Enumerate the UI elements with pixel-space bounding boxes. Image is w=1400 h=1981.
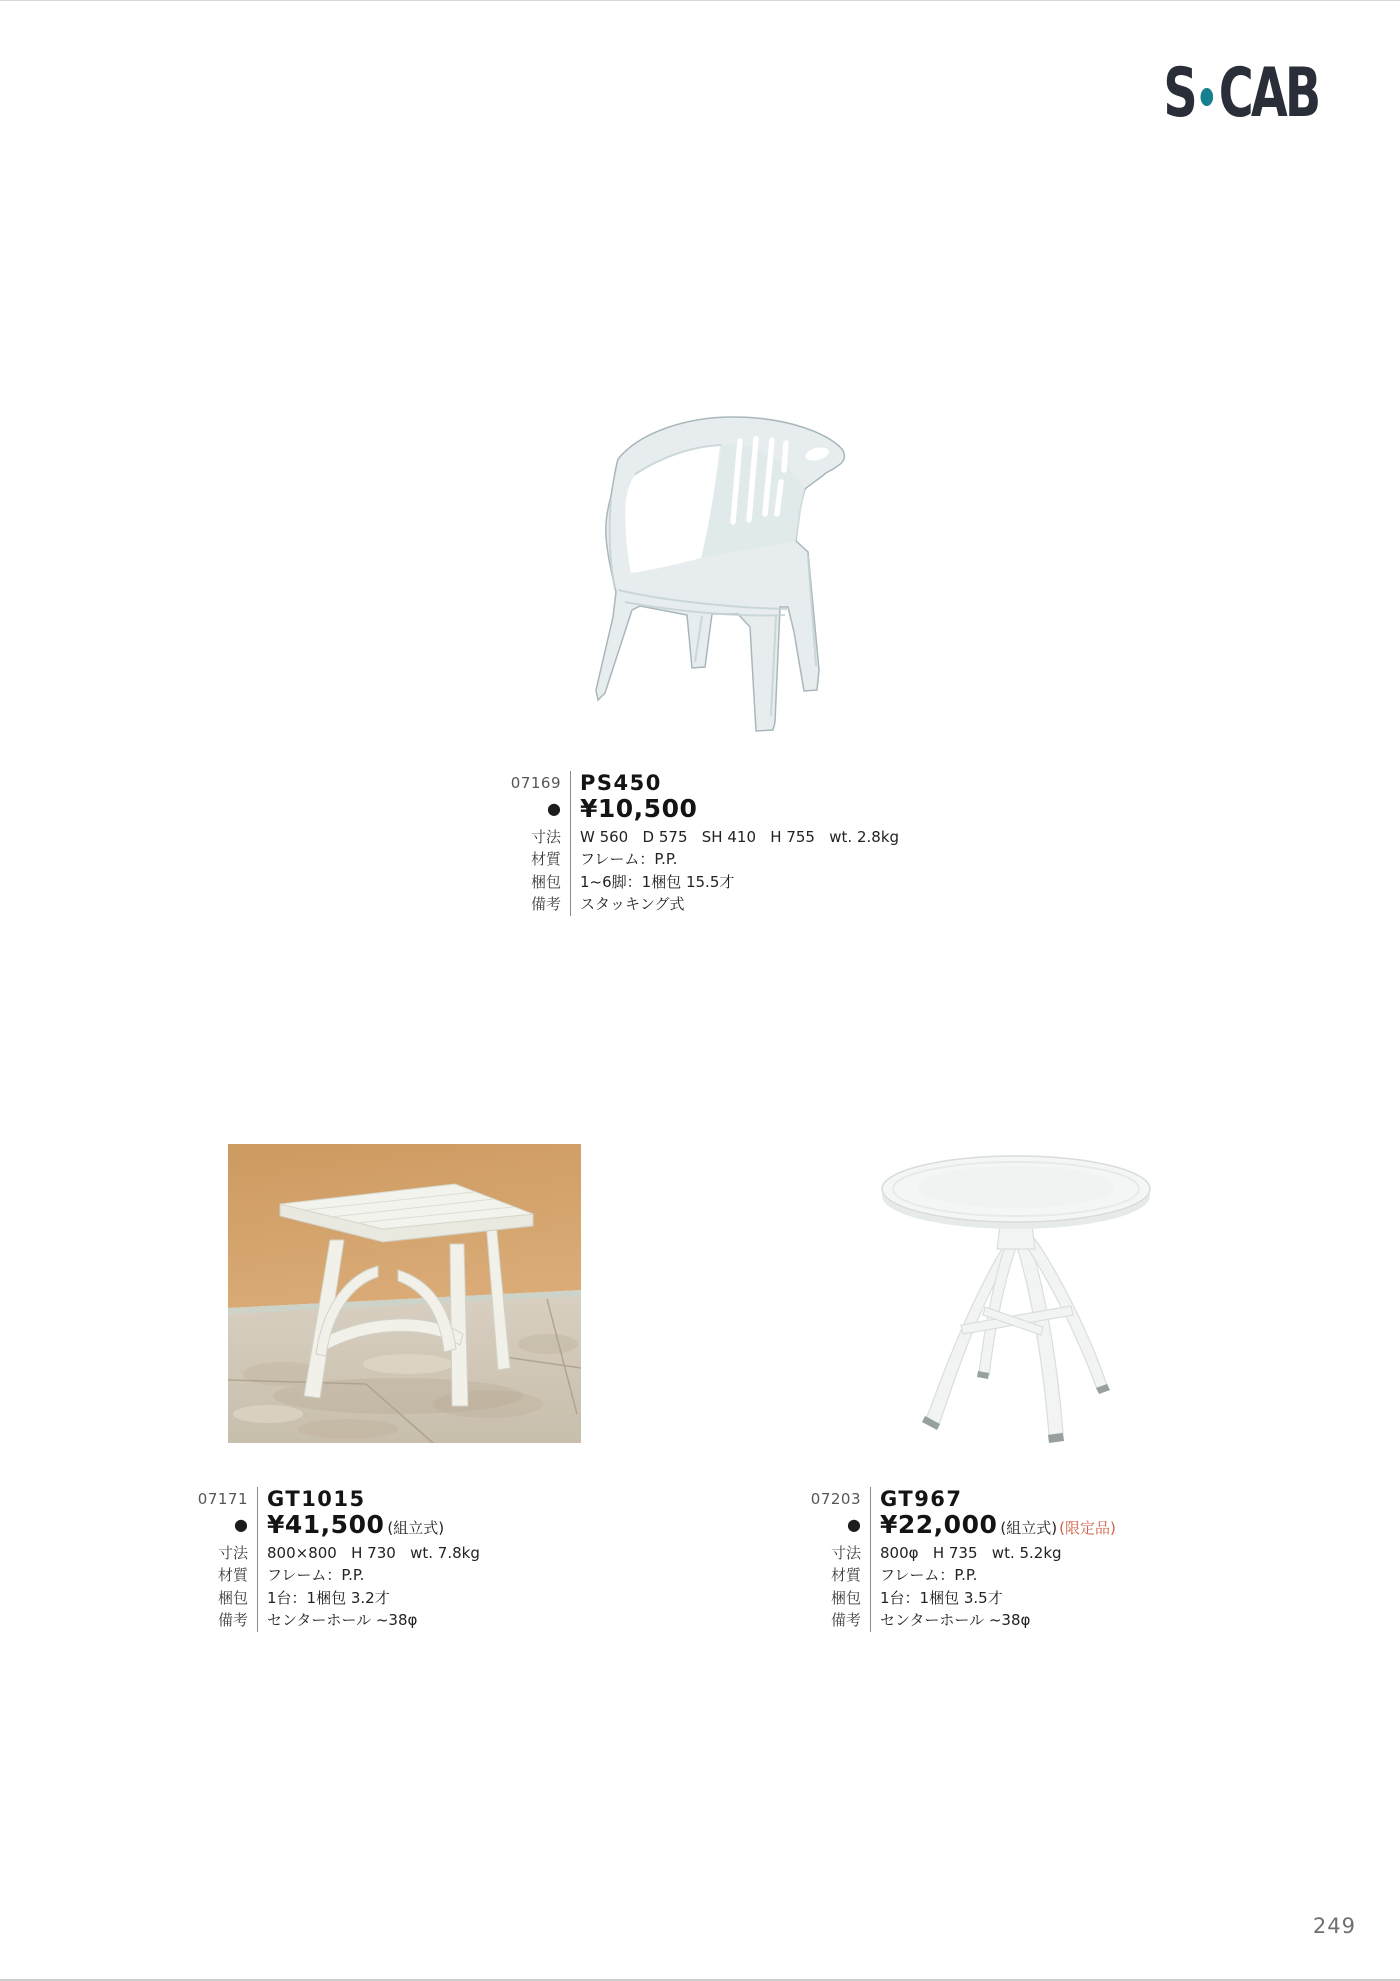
brand-logo-dot-icon [1200,88,1213,106]
stock-bullet-icon: ● [847,1515,861,1534]
spec-label: 備考 [530,895,561,914]
spec-label: 備考 [217,1611,248,1630]
spec-row [782,1587,1116,1609]
product-price: ¥41,500 [267,1510,385,1539]
spec-row [782,1564,1116,1586]
spec-label: 材質 [530,850,561,869]
spec-row [782,1609,1116,1631]
spec-label: 梱包 [530,872,561,891]
price-note: (組立式) [1000,1519,1058,1537]
white-square-table-photo [228,1144,581,1443]
limited-note: (限定品) [1059,1519,1116,1537]
brand-logo-text-s: S [1163,54,1195,133]
stock-bullet-icon: ● [547,799,561,818]
spec-row [169,1542,480,1564]
spec-row [782,1542,1116,1564]
brand-logo-text-cab: CAB [1218,54,1318,133]
product-photo-gt1015 [228,1144,581,1443]
spec-row [169,1587,480,1609]
product-code: 07171 [197,1490,248,1508]
product-photo-ps450 [595,404,850,734]
spec-value: センターホール ~38φ [257,1609,417,1631]
spec-value: フレーム：P.P. [870,1564,977,1586]
spec-row [482,848,899,870]
product-info-ps450 [482,771,899,916]
spec-value: 800×800 H 730 wt. 7.8kg [257,1542,480,1564]
spec-row [169,1609,480,1631]
spec-value: フレーム：P.P. [570,848,677,870]
spec-value: 800φ H 735 wt. 5.2kg [870,1542,1062,1564]
brand-logo [1163,54,1318,133]
product-code: 07203 [810,1490,861,1508]
spec-row [169,1564,480,1586]
product-photo-gt967 [865,1149,1165,1449]
spec-value: 1台：1梱包 3.5才 [870,1587,1003,1609]
spec-label: 材質 [830,1566,861,1585]
spec-value: スタッキング式 [570,893,685,915]
price-note: (組立式) [387,1519,445,1537]
spec-label: 寸法 [217,1544,248,1562]
product-info-gt1015 [169,1487,480,1632]
spec-value: W 560 D 575 SH 410 H 755 wt. 2.8kg [570,826,899,848]
spec-value: センターホール ~38φ [870,1609,1030,1631]
spec-label: 寸法 [530,828,561,846]
product-price: ¥10,500 [580,794,698,823]
product-price: ¥22,000 [880,1510,998,1539]
spec-label: 寸法 [830,1544,861,1562]
product-name: GT1015 [257,1487,366,1511]
product-info-gt967 [782,1487,1116,1632]
spec-label: 梱包 [217,1588,248,1607]
spec-value: 1~6脚：1梱包 15.5才 [570,871,734,893]
product-name: GT967 [870,1487,963,1511]
spec-label: 梱包 [830,1588,861,1607]
white-plastic-armchair-illustration [595,404,850,734]
spec-row [482,893,899,915]
stock-bullet-icon: ● [234,1515,248,1534]
spec-value: 1台：1梱包 3.2才 [257,1587,390,1609]
spec-row [482,826,899,848]
spec-value: フレーム：P.P. [257,1564,364,1586]
white-round-table-illustration [865,1149,1165,1449]
page-number: 249 [1312,1914,1356,1938]
product-name: PS450 [570,771,662,795]
spec-label: 備考 [830,1611,861,1630]
spec-row [482,871,899,893]
spec-label: 材質 [217,1566,248,1585]
product-code: 07169 [510,774,561,792]
